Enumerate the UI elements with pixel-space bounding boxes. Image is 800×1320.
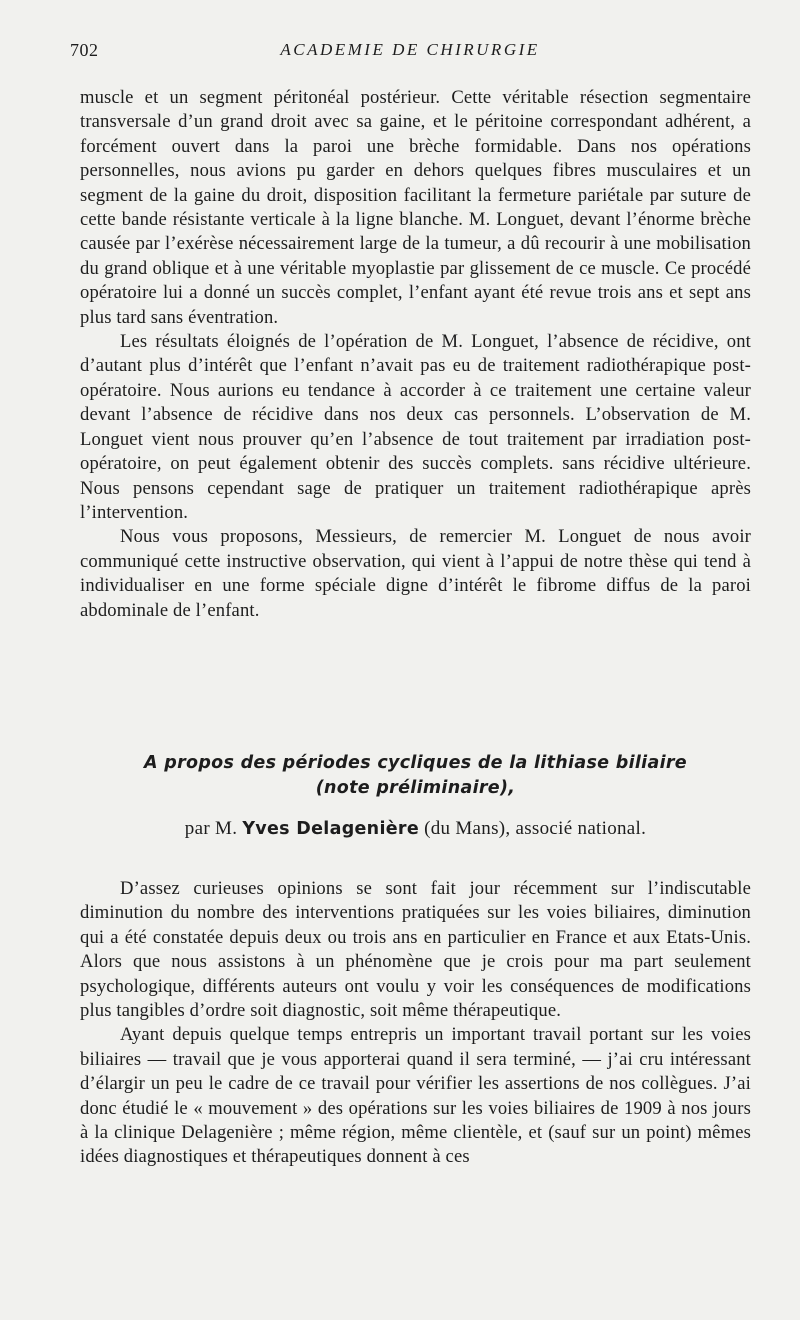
byline-affiliation: (du Mans), associé national. [424,818,647,839]
author-name: Yves Delagenière [242,819,420,839]
paragraph: muscle et un segment péritonéal postérieur. Cette véritable résection segmentaire transversale d’un grand droit avec sa gaine, et le péritoine correspondant adhérent, a forcément ouvert dans la paroi une brèche formidable. Dans nos opérations personnelles, nous avions pu garder en dehors quelques fibres musculaires et un segment de la gaine du droit, disposition facilitant la fermeture pariétale par suture de cette bande résistante verticale à la ligne blanche. M. Longuet, devant l’énorme brèche causée par l’exérèse nécessairement large de la tumeur, a dû recourir à une mobilisation du grand oblique et à une véritable myoplastie par glissement de ce muscle. Ce procédé opératoire lui a donné un succès complet, l’enfant ayant été revue trois ans et sept ans plus tard sans éventration. [80,87,751,328]
article-title-line: A propos des périodes cycliques de la lithiase biliaire [144,753,687,773]
article-title [80,751,751,801]
paragraph: Nous vous proposons, Messieurs, de remercier M. Longuet de nous avoir communiqué cette instructive observation, qui vient à l’appui de notre thèse qui tend à individualiser en une forme spéciale digne d’intérêt le fibrome diffus de la paroi abdominale de l’enfant. [80,526,751,621]
paragraph: D’assez curieuses opinions se sont fait jour récemment sur l’indiscutable diminution du nombre des interventions pratiquées sur les voies biliaires, diminution qui a été constatée depuis deux ou trois ans en particulier en France et aux Etats-Unis. Alors que nous assistons à un phénomène que je crois pour ma part seulement psychologique, différents auteurs ont voulu y voir les conséquences de modifications plus tangibles d’ordre soit diagnostic, soit même thérapeutique. [80,878,751,1022]
previous-article-text [80,86,751,623]
byline-prefix: par M. [184,818,238,839]
journal-title: ACADEMIE DE CHIRURGIE [280,40,540,59]
article-subtitle: (note préliminaire), [315,778,516,798]
running-header [70,40,750,68]
article-body [80,877,751,1170]
paragraph: Les résultats éloignés de l’opération de M. Longuet, l’absence de récidive, ont d’autant plus d’intérêt que l’enfant n’avait pas eu de traitement radiothérapique post-opératoire. Nous aurions eu tendance à accorder à ce traitement une certaine valeur devant l’absence de récidive dans nos deux cas personnels. L’observation de M. Longuet vient nous prouver qu’en l’absence de tout traitement par irradiation post-opératoire, on peut également obtenir des succès complets. sans récidive ultérieure. Nous pensons cependant sage de pratiquer un traitement radiothérapique après l’intervention. [80,331,751,523]
paragraph: Ayant depuis quelque temps entrepris un important travail portant sur les voies biliaires — travail que je vous apporterai quand il sera terminé, — j’ai cru intéressant d’élargir un peu le cadre de ce travail pour vérifier les assertions de nos collègues. J’ai donc étudié le « mouvement » des opérations sur les voies biliaires de 1909 à nos jours à la clinique Delagenière ; même région, même clientèle, et (sauf sur un point) mêmes idées diagnostiques et thérapeutiques donnent à ces [80,1024,751,1168]
page-number: 702 [70,40,99,60]
byline [80,818,751,840]
